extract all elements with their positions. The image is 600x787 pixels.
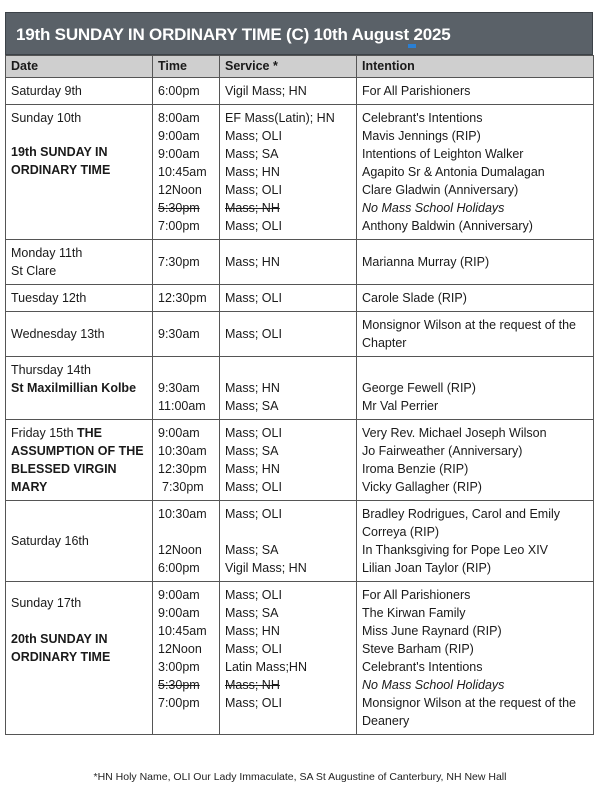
mass-time: 9:00am: [158, 147, 200, 161]
mass-time-cancelled: 5:30pm: [158, 201, 200, 215]
intention-cell: [357, 78, 594, 105]
time-cell: [153, 240, 220, 285]
mass-service: Mass; SA: [225, 444, 279, 458]
mass-intention: Anthony Baldwin (Anniversary): [362, 219, 533, 233]
time-cell: [153, 420, 220, 501]
mass-service: EF Mass(Latin); HN: [225, 111, 335, 125]
mass-service: Mass; OLI: [225, 327, 282, 341]
day-label: Thursday 14th: [11, 363, 91, 377]
mass-service-cancelled: Mass; NH: [225, 201, 280, 215]
mass-intention: Marianna Murray (RIP): [362, 255, 490, 269]
time-cell: [153, 105, 220, 240]
mass-time: 12Noon: [158, 642, 202, 656]
mass-time: 9:30am: [158, 381, 200, 395]
date-cell: [6, 285, 153, 312]
service-cell: [220, 78, 357, 105]
mass-time: 7:30pm: [162, 480, 204, 494]
intention-cell: [357, 312, 594, 357]
table-row: [6, 105, 594, 240]
day-label: Sunday 17th: [11, 596, 82, 610]
mass-service: Mass; HN: [225, 255, 280, 269]
mass-service: Mass; OLI: [225, 480, 282, 494]
mass-intention: George Fewell (RIP): [362, 381, 476, 395]
date-cell: [6, 78, 153, 105]
mass-time: 12:30pm: [158, 462, 207, 476]
time-cell: [153, 312, 220, 357]
mass-intention: In Thanksgiving for Pope Leo XIV: [362, 543, 548, 557]
header-date: Date: [6, 56, 153, 78]
date-cell: [6, 105, 153, 240]
mass-time: 7:30pm: [158, 255, 200, 269]
mass-intention: The Kirwan Family: [362, 606, 466, 620]
table-row: [6, 285, 594, 312]
mass-time: 7:00pm: [158, 219, 200, 233]
service-cell: [220, 357, 357, 420]
mass-intention: Celebrant's Intentions: [362, 660, 483, 674]
mass-service: Mass; OLI: [225, 642, 282, 656]
feast-label: 19th SUNDAY IN ORDINARY TIME: [11, 145, 111, 177]
mass-service: Mass; OLI: [225, 183, 282, 197]
table-row: [6, 582, 594, 735]
service-cell: [220, 582, 357, 735]
time-cell: [153, 78, 220, 105]
feast-label: 20th SUNDAY IN ORDINARY TIME: [11, 632, 111, 664]
mass-intention: For All Parishioners: [362, 588, 471, 602]
mass-time: 10:30am: [158, 444, 207, 458]
service-cell: [220, 240, 357, 285]
mass-time: 12:30pm: [158, 291, 207, 305]
mass-intention-note: No Mass School Holidays: [362, 201, 505, 215]
mass-schedule: [5, 12, 593, 735]
mass-service: Mass; SA: [225, 606, 279, 620]
mass-intention: Lilian Joan Taylor (RIP): [362, 561, 491, 575]
mass-service: Mass; OLI: [225, 588, 282, 602]
mass-service: Mass; SA: [225, 147, 279, 161]
mass-intention: Jo Fairweather (Anniversary): [362, 444, 523, 458]
intention-cell: [357, 357, 594, 420]
mass-intention: Steve Barham (RIP): [362, 642, 474, 656]
date-cell: [6, 312, 153, 357]
mass-time: 6:00pm: [158, 84, 200, 98]
mass-time: 8:00am: [158, 111, 200, 125]
mass-service: Mass; OLI: [225, 219, 282, 233]
service-cell: [220, 105, 357, 240]
day-label: Tuesday 12th: [11, 291, 87, 305]
intention-cell: [357, 501, 594, 582]
date-cell: [6, 420, 153, 501]
mass-intention: Monsignor Wilson at the request of the Chapter: [362, 318, 577, 350]
time-cell: [153, 285, 220, 312]
mass-intention: Agapito Sr & Antonia Dumalagan: [362, 165, 545, 179]
saint-label: St Clare: [11, 264, 57, 278]
mass-time: 9:30am: [158, 327, 200, 341]
mass-time: 9:00am: [158, 606, 200, 620]
header-intention: Intention: [357, 56, 594, 78]
mass-intention: Miss June Raynard (RIP): [362, 624, 502, 638]
time-cell: [153, 582, 220, 735]
day-label: Friday 15th: [11, 426, 74, 440]
mass-time: 10:45am: [158, 624, 207, 638]
date-cell: [6, 240, 153, 285]
service-cell: [220, 501, 357, 582]
intention-cell: [357, 582, 594, 735]
mass-service: Mass; HN: [225, 624, 280, 638]
mass-intention: Bradley Rodrigues, Carol and Emily Correya (RIP): [362, 507, 561, 539]
day-label: Saturday 16th: [11, 534, 89, 548]
mass-service: Mass; OLI: [225, 129, 282, 143]
service-cell: [220, 312, 357, 357]
mass-service: Mass; OLI: [225, 426, 282, 440]
mass-time: 10:45am: [158, 165, 207, 179]
mass-service: Mass; HN: [225, 381, 280, 395]
mass-service: Mass; HN: [225, 462, 280, 476]
intention-cell: [357, 420, 594, 501]
mass-intention: Celebrant's Intentions: [362, 111, 483, 125]
date-cell: [6, 582, 153, 735]
mass-service: Vigil Mass; HN: [225, 561, 307, 575]
mass-intention: Mavis Jennings (RIP): [362, 129, 481, 143]
mass-intention: Monsignor Wilson at the request of the Deanery: [362, 696, 577, 728]
table-row: [6, 78, 594, 105]
intention-cell: [357, 285, 594, 312]
table-row: [6, 240, 594, 285]
mass-time: 6:00pm: [158, 561, 200, 575]
mass-time: 11:00am: [158, 399, 206, 413]
mass-service: Mass; OLI: [225, 291, 282, 305]
mass-time: 9:00am: [158, 426, 200, 440]
intention-cell: [357, 105, 594, 240]
date-cell: [6, 501, 153, 582]
table-row: [6, 312, 594, 357]
mass-service: Mass; OLI: [225, 507, 282, 521]
mass-time: 9:00am: [158, 129, 200, 143]
header-time: Time: [153, 56, 220, 78]
date-cell: [6, 357, 153, 420]
day-label: Sunday 10th: [11, 111, 82, 125]
mass-service-cancelled: Mass; NH: [225, 678, 280, 692]
mass-time-cancelled: 5:30pm: [158, 678, 200, 692]
mass-service: Latin Mass;HN: [225, 660, 307, 674]
time-cell: [153, 357, 220, 420]
mass-intention: Iroma Benzie (RIP): [362, 462, 469, 476]
mass-intention: Very Rev. Michael Joseph Wilson: [362, 426, 547, 440]
mass-intention: Mr Val Perrier: [362, 399, 439, 413]
mass-intention: Intentions of Leighton Walker: [362, 147, 524, 161]
top-marker: [408, 44, 416, 48]
intention-cell: [357, 240, 594, 285]
table-row: [6, 420, 594, 501]
footnote: *HN Holy Name, OLI Our Lady Immaculate, SA St Augustine of Canterbury, NH New Hall: [93, 771, 507, 783]
mass-time: 12Noon: [158, 543, 202, 557]
mass-service: Mass; HN: [225, 165, 280, 179]
feast-label: THE ASSUMPTION OF THE BLESSED VIRGIN MARY: [11, 426, 144, 494]
mass-time: 3:00pm: [158, 660, 200, 674]
header-service: Service *: [220, 56, 357, 78]
day-label: Saturday 9th: [11, 84, 82, 98]
mass-intention-note: No Mass School Holidays: [362, 678, 505, 692]
service-cell: [220, 285, 357, 312]
service-cell: [220, 420, 357, 501]
mass-intention: Carole Slade (RIP): [362, 291, 467, 305]
feast-label: St Maxilmillian Kolbe: [11, 381, 137, 395]
mass-time: 10:30am: [158, 507, 207, 521]
mass-service: Mass; SA: [225, 543, 279, 557]
mass-intention: Clare Gladwin (Anniversary): [362, 183, 519, 197]
mass-intention: For All Parishioners: [362, 84, 471, 98]
day-label: Monday 11th: [11, 246, 83, 260]
mass-service: Mass; SA: [225, 399, 279, 413]
mass-time: 7:00pm: [158, 696, 200, 710]
table-row: [6, 501, 594, 582]
mass-time: 12Noon: [158, 183, 202, 197]
mass-time: 9:00am: [158, 588, 200, 602]
mass-service: Vigil Mass; HN: [225, 84, 307, 98]
page-title: 19th SUNDAY IN ORDINARY TIME (C) 10th August 2025: [5, 12, 593, 55]
mass-intention: Vicky Gallagher (RIP): [362, 480, 482, 494]
schedule-table: [5, 55, 594, 735]
mass-service: Mass; OLI: [225, 696, 282, 710]
day-label: Wednesday 13th: [11, 327, 105, 341]
table-header-row: [6, 56, 594, 78]
time-cell: [153, 501, 220, 582]
table-row: [6, 357, 594, 420]
